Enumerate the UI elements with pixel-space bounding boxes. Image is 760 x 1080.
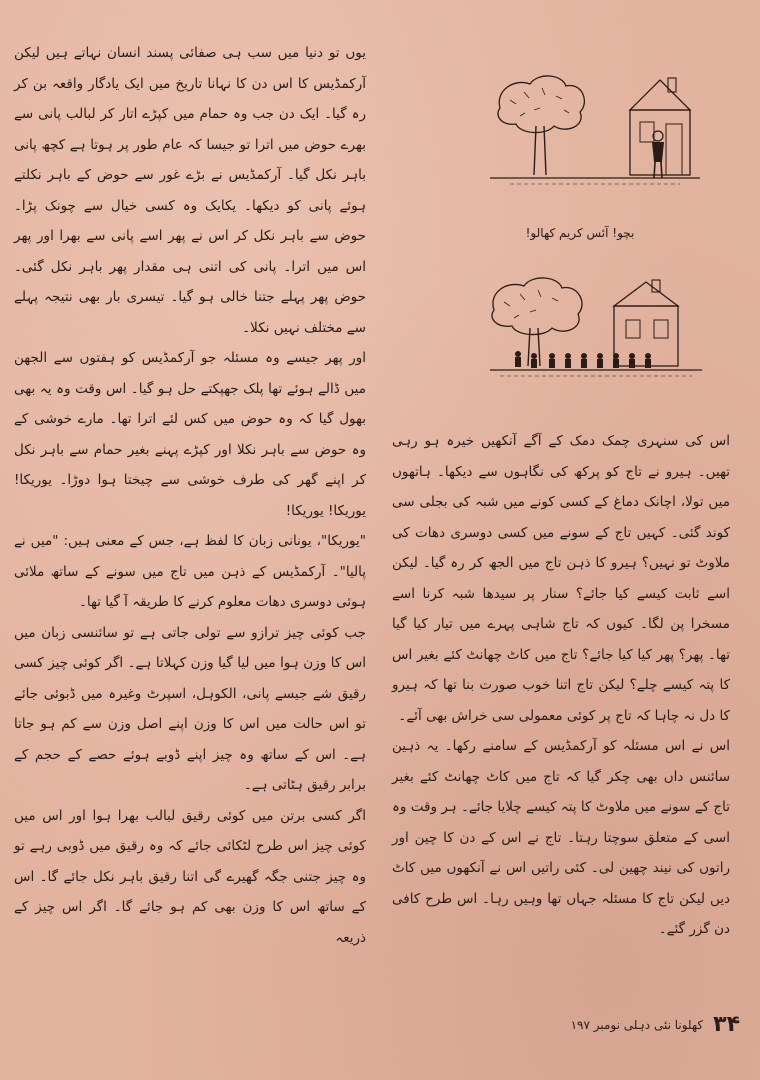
- paragraph: اس نے اس مسئلہ کو آرکمڈیس کے سامنے رکھا۔ یہ ذہین سائنس داں بھی چکر گیا کہ تاج میں کاٹ چھانٹ کئے بغیر تاج کے سونے میں ملاوٹ کا پتہ کیسے چلایا جائے۔ ہر وقت وہ اسی کے متعلق سوچتا رہتا۔ تاج نے اس کے دن کا چین اور راتوں کی نیند چھین لی۔ کئی راتیں اس نے آنکھوں میں کاٹ دیں لیکن تاج کا مسئلہ جہاں تھا وہیں رہا۔ اس طرح کافی دن گزر گئے۔: [392, 738, 730, 937]
- issue-label: کھلونا نئی دہلی نومبر ۱۹۷: [570, 1017, 704, 1032]
- paragraph: جب کوئی چیز ترازو سے تولی جاتی ہے تو سائنسی زبان میں اس کا وزن ہوا میں لیا گیا وزن کہلاتا ہے۔ اگر کوئی چیز کسی رقیق شے جیسے پانی، الکوہل، اسپرٹ وغیرہ میں ڈبوئی جائے تو اس حالت میں اس کا وزن اپنے اصل وزن سے کم ہو جاتا ہے۔ اس کے ساتھ وہ چیز اپنے ڈوبے ہوئے حصے کے حجم کے برابر رقیق ہٹاتی ہے۔: [14, 624, 366, 793]
- right-column: [392, 426, 730, 945]
- paragraph: یوں تو دنیا میں سب ہی صفائی پسند انسان نہاتے ہیں لیکن آرکمڈیس کا اس دن کا نہانا تاریخ میں ایک یادگار واقعہ بن کر رہ گیا۔ ایک دن جب وہ حمام میں کپڑے اتار کر لبالب پانی سے بھرے حوض میں اترا تو جیسا کہ عام طور پر ہوتا ہے کچھ پانی باہر نکل گیا۔ آرکمڈیس نے بڑے غور سے حوض کے باہر نکلتے ہوئے پانی کو دیکھا۔ یکایک وہ کسی خیال سے چونک پڑا۔ حوض سے باہر نکل کر اس نے پھر اسے پانی سے بھرا اور پھر اس میں اترا۔ پانی کی اتنی ہی مقدار پھر باہر نکل گئی۔ حوض پھر پہلے جتنا خالی ہو گیا۔ تیسری بار بھی نتیجہ پہلے سے مختلف نہیں نکلا۔: [14, 45, 366, 336]
- page-number: ۳۴: [713, 1012, 740, 1037]
- paragraph: اس کی سنہری چمک دمک کے آگے آنکھیں خیرہ ہو رہی تھیں۔ ہیرو نے تاج کو پرکھ کی نگاہوں سے دیکھا۔ ہاتھوں میں تولا، اچانک دماغ کے کسی کونے میں شبہ کی بجلی سی کوند گئی۔ کہیں تاج کے سونے میں کسی دوسری دھات کی ملاوٹ تو نہیں؟ ہیرو کا ذہن تاج میں الجھ کر رہ گیا۔ لیکن اسے ثابت کیسے کیا جائے؟ سنار پر سیدھا شبہ کرنا اسے مسخرا پن لگا۔ کیوں کہ تاج شاہی پہرے میں تیار کیا گیا تھا۔ پھر؟ پھر کیا کیا جائے؟ تاج میں کاٹ چھانٹ کئے بغیر اس کا پتہ کیسے چلے؟ لیکن تاج اتنا خوب صورت بنا تھا کہ ہیرو کا دل نہ چاہا کہ تاج پر کوئی معمولی سی خراش بھی آئے۔: [392, 433, 730, 724]
- paragraph: اگر کسی برتن میں کوئی رقیق لبالب بھرا ہوا اور اس میں کوئی چیز اس طرح لٹکائی جائے کہ وہ رقیق میں ڈوبی رہے تو وہ چیز جتنی جگہ گھیرے گی اتنا رقیق باہر نکل جائے گا۔ اس کے ساتھ اس کا وزن بھی کم ہو جائے گا۔ اگر اس چیز کے ذریعہ: [14, 807, 366, 946]
- illustration-children-queue: [486, 276, 706, 396]
- illustration-caption: بچو! آئس کریم کھالو!: [525, 226, 635, 240]
- left-column: [14, 38, 366, 953]
- paragraph: "یوریکا"، یونانی زبان کا لفظ ہے، جس کے معنی ہیں: "میں نے پالیا"۔ آرکمڈیس کے ذہن میں تاج میں سونے کے ساتھ ملائی ہوئی دوسری دھات معلوم کرنے کا طریقہ آ گیا تھا۔: [14, 533, 366, 610]
- illustration-house-man: [490, 70, 700, 200]
- page-footer: [420, 1012, 740, 1037]
- paragraph: اور پھر جیسے وہ مسئلہ جو آرکمڈیس کو ہفتوں سے الجھن میں ڈالے ہوئے تھا پلک جھپکتے حل ہو گیا۔ اس وقت وہ یہ بھی بھول گیا کہ وہ حوض میں کس لئے اترا تھا۔ مارے خوشی کے وہ حوض سے باہر نکلا اور کپڑے پہنے بغیر حمام سے باہر نکل کر اپنے گھر کی طرف خوشی سے چیختا ہوا دوڑا۔ یوریکا! یوریکا! یوریکا!: [14, 350, 366, 519]
